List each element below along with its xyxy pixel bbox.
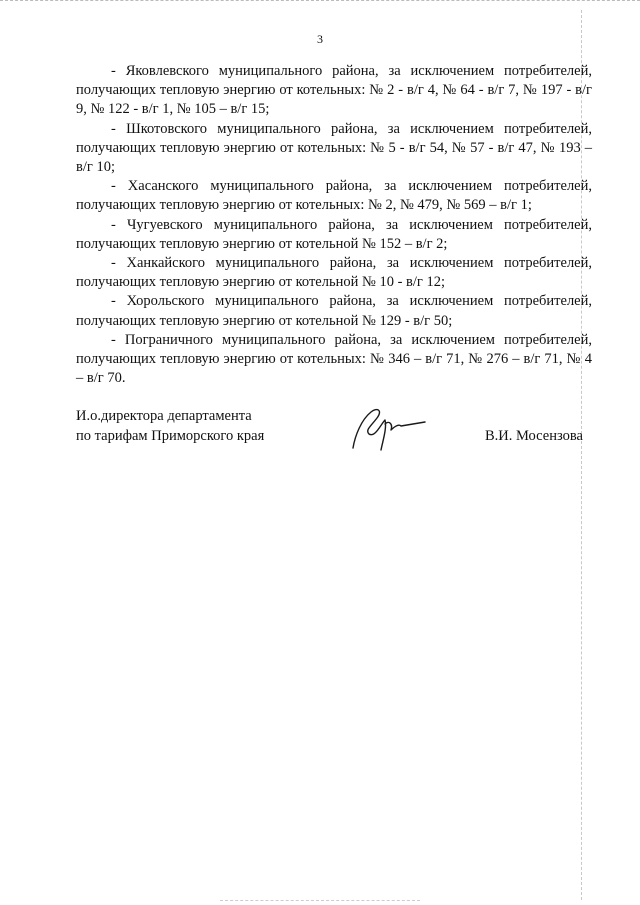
list-item: - Пограничного муниципального района, за исключением потребителей, получающих тепловую энергию от котельных: № 346 – в/г 71, № 276 – в/г 71, № 4 – в/г 70. xyxy=(76,331,592,387)
list-item: - Шкотовского муниципального района, за исключением потребителей, получающих тепловую энергию от котельных: № 5 - в/г 54, № 57 - в/г 47, № 193 – в/г 10; xyxy=(76,120,592,176)
list-item: - Хасанского муниципального района, за исключением потребителей, получающих тепловую энергию от котельных: № 2, № 479, № 569 – в/г 1; xyxy=(76,178,592,214)
scan-bottom-edge xyxy=(220,900,420,902)
district-list xyxy=(76,62,592,388)
signatory-position xyxy=(76,406,264,446)
handwritten-signature xyxy=(345,398,429,454)
list-item: - Чугуевского муниципального района, за исключением потребителей, получающих тепловую энергию от котельной № 152 – в/г 2; xyxy=(76,216,592,252)
scan-top-edge xyxy=(0,0,640,4)
signatory-position-line2: по тарифам Приморского края xyxy=(76,428,265,444)
signatory-position-line1: И.о.директора департамента xyxy=(76,408,252,424)
list-item: - Хорольского муниципального района, за исключением потребителей, получающих тепловую энергию от котельной № 129 - в/г 50; xyxy=(76,293,592,329)
signatory-name: В.И. Мосензова xyxy=(485,428,583,444)
page-number: 3 xyxy=(317,32,323,46)
list-item: - Ханкайского муниципального района, за исключением потребителей, получающих тепловую энергию от котельной № 10 - в/г 12; xyxy=(76,255,592,291)
list-item: - Яковлевского муниципального района, за исключением потребителей, получающих тепловую энергию от котельных: № 2 - в/г 4, № 64 - в/г 7, № 197 - в/г 9, № 122 - в/г 1, № 105 – в/г 15; xyxy=(76,63,592,118)
